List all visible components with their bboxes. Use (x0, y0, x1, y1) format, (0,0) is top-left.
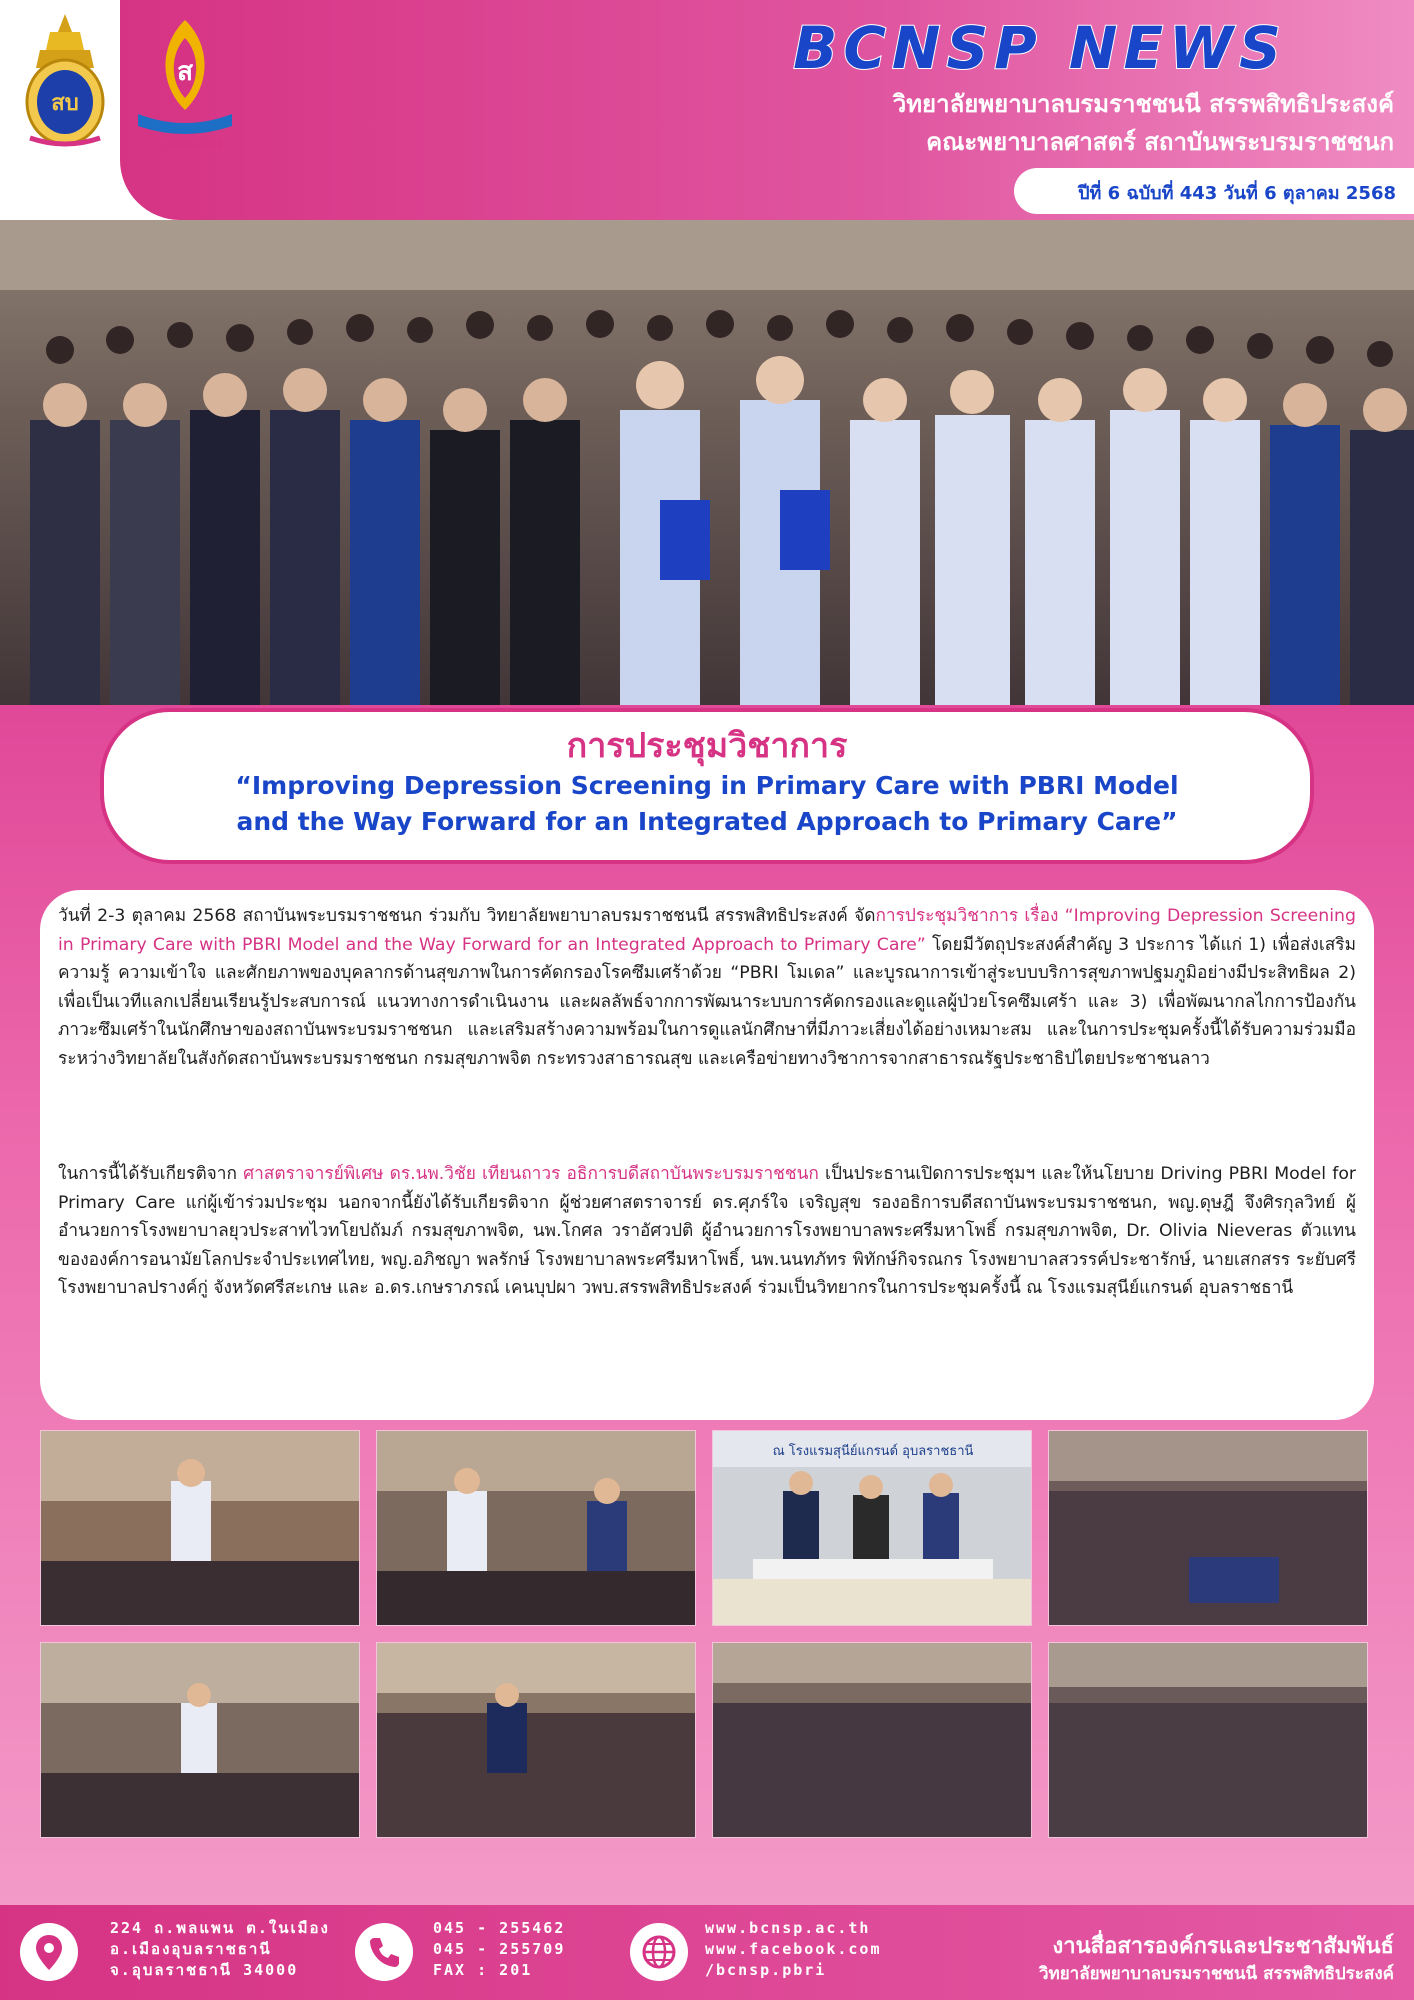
department-name: งานสื่อสารองค์กรและประชาสัมพันธ์ (1052, 1934, 1394, 1959)
address-line-1: 224 ถ.พลแพน ต.ในเมือง (110, 1919, 330, 1937)
location-pin-icon (20, 1923, 78, 1981)
event-title-line2: and the Way Forward for an Integrated Approach to Primary Care” (236, 807, 1178, 836)
brand-title: BCNSP NEWS (793, 14, 1287, 82)
gallery-photo-image (713, 1643, 1032, 1838)
phone-line-3: FAX : 201 (433, 1961, 533, 1979)
footer-phone (433, 1918, 565, 1981)
event-title-thai: การประชุมวิชาการ (566, 726, 848, 766)
college-logo (130, 14, 240, 154)
gallery-photo (1048, 1430, 1368, 1626)
hero-group-photo (0, 220, 1414, 750)
department-college: วิทยาลัยพยาบาลบรมราชชนนี สรรพสิทธิประสงค์ (1038, 1964, 1394, 1984)
faculty-name: คณะพยาบาลศาสตร์ สถาบันพระบรมราชชนก (926, 128, 1394, 156)
gallery-photo-image (1049, 1431, 1368, 1626)
gallery-photo (40, 1642, 360, 1838)
p2-text-a: ในการนี้ได้รับเกียรติจาก (58, 1164, 244, 1184)
footer-address (110, 1918, 330, 1981)
svg-text:ส: ส (177, 57, 193, 87)
phone-line-2: 045 - 255709 (433, 1940, 566, 1958)
p1-text-b: โดยมีวัตถุประสงค์สำคัญ 3 ประการ ได้แก่ 1) เพื่อส่งเสริมความรู้ ความเข้าใจ และศักยภาพของบุคลากรด้านสุขภาพในการคัดกรองโรคซึมเศร้าด้วย “PBRI โมเดล” และบูรณาการเข้าสู่ระบบบริการสุขภาพปฐมภูมิอย่างมีประสิทธิผล 2) เพื่อเป็นเวทีแลกเปลี่ยนเรียนรู้ประสบการณ์ แนวทางการดำเนินงาน และผลลัพธ์จากการพัฒนาระบบการคัดกรองและดูแลผู้ป่วยโรคซึมเศร้า และ 3) เพื่อพัฒนากลไกการป้องกันภาวะซึมเศร้าในนักศึกษาของสถาบันพระบรมราชชนก และเสริมสร้างความพร้อมในการดูแลนักศึกษาที่มีภาวะเสี่ยงได้อย่างเหมาะสม และในการประชุมครั้งนี้ได้รับความร่วมมือระหว่างวิทยาลัยในสังกัดสถาบันพระบรมราชชนก กรมสุขภาพจิต กระทรวงสาธารณสุข และเครือข่ายทางวิชาการจากสาธารณรัฐประชาธิปไตยประชาชนลาว (58, 934, 1356, 1069)
gallery-photo (712, 1642, 1032, 1838)
photo-gallery (40, 1430, 1374, 1840)
gallery-photo-image (377, 1643, 696, 1838)
article-paragraph-2 (58, 1160, 1356, 1303)
gallery-photo-image (713, 1431, 1032, 1626)
gallery-photo (40, 1430, 360, 1626)
gallery-photo (712, 1430, 1032, 1626)
event-title-line1: “Improving Depression Screening in Primary Care with PBRI Model (235, 771, 1179, 800)
p2-text-b: เป็นประธานเปิดการประชุมฯ และให้นโยบาย Driving PBRI Model for Primary Care แก่ผู้เข้าร่วมประชุม นอกจากนี้ยังได้รับเกียรติจาก ผู้ช่วยศาสตราจารย์ ดร.ศุภร์ใจ เจริญสุข รองอธิการบดีสถาบันพระบรมราชชนก, พญ.ดุษฎี จึงศิรกุลวิทย์ ผู้อำนวยการโรงพยาบาลยุวประสาทไวทโยปถัมภ์ กรมสุขภาพจิต, นพ.โกศล วราอัศวปติ ผู้อำนวยการโรงพยาบาลพระศรีมหาโพธิ์ กรมสุขภาพจิต, Dr. Olivia Nieveras ตัวแทนขององค์การอนามัยโลกประจำประเทศไทย, พญ.อภิชญา พลรักษ์ โรงพยาบาลพระศรีมหาโพธิ์, นพ.นนทภัทร พิทักษ์กิจรณกร โรงพยาบาลสวรรค์ประชารักษ์, นายเสกสรร ระยับศรี โรงพยาบาลปรางค์กู่ จังหวัดศรีสะเกษ และ อ.ดร.เกษราภรณ์ เคนบุปผา วพบ.สรรพสิทธิประสงค์ ร่วมเป็นวิทยากรในการประชุมครั้งนี้ ณ โรงแรมสุนีย์แกรนด์ อุบลราชธานี (58, 1164, 1356, 1299)
footer-web (705, 1918, 882, 1981)
phone-line-1: 045 - 255462 (433, 1919, 566, 1937)
gallery-photo-image (377, 1431, 696, 1626)
p1-highlight: การประชุมวิชาการ เรื่อง “Improving Depression Screening in Primary Care with PBRI Model and the Way Forward for an Integrated Approach to Primary Care” (58, 906, 1356, 955)
globe-icon (630, 1923, 688, 1981)
gallery-photo-image (1049, 1643, 1368, 1838)
issue-info: ปีที่ 6 ฉบับที่ 443 วันที่ 6 ตุลาคม 2568 (1078, 183, 1396, 204)
gallery-photo (1048, 1642, 1368, 1838)
p2-highlight: ศาสตราจารย์พิเศษ ดร.นพ.วิชัย เทียนถาวร อธิการบดีสถาบันพระบรมราชชนก (243, 1164, 819, 1184)
svg-text:สบ: สบ (51, 91, 79, 116)
royal-emblem-logo (10, 10, 120, 150)
gallery-photo-image (41, 1643, 360, 1838)
p1-text-a: วันที่ 2-3 ตุลาคม 2568 สถาบันพระบรมราชชนก ร่วมกับ วิทยาลัยพยาบาลบรมราชชนนี สรรพสิทธิประสงค์ จัด (58, 906, 876, 926)
logo2-caption: สรรพสิทธิประสงค์ (146, 140, 224, 151)
gallery-photo-image (41, 1431, 360, 1626)
article-paragraph-1 (58, 902, 1356, 1074)
address-line-2: อ.เมืองอุบลราชธานี (110, 1940, 272, 1958)
web-line-2[interactable]: www.facebook.com (705, 1940, 882, 1958)
gallery-banner-text: ณ โรงแรมสุนีย์แกรนด์ อุบลราชธานี (772, 1444, 974, 1459)
phone-icon (355, 1923, 413, 1981)
gallery-photo (376, 1642, 696, 1838)
web-line-1[interactable]: www.bcnsp.ac.th (705, 1919, 871, 1937)
institution-name: วิทยาลัยพยาบาลบรมราชชนนี สรรพสิทธิประสงค์ (892, 90, 1394, 118)
address-line-3: จ.อุบลราชธานี 34000 (110, 1961, 299, 1979)
event-title-english (100, 768, 1314, 840)
gallery-photo (376, 1430, 696, 1626)
web-line-3[interactable]: /bcnsp.pbri (705, 1961, 827, 1979)
